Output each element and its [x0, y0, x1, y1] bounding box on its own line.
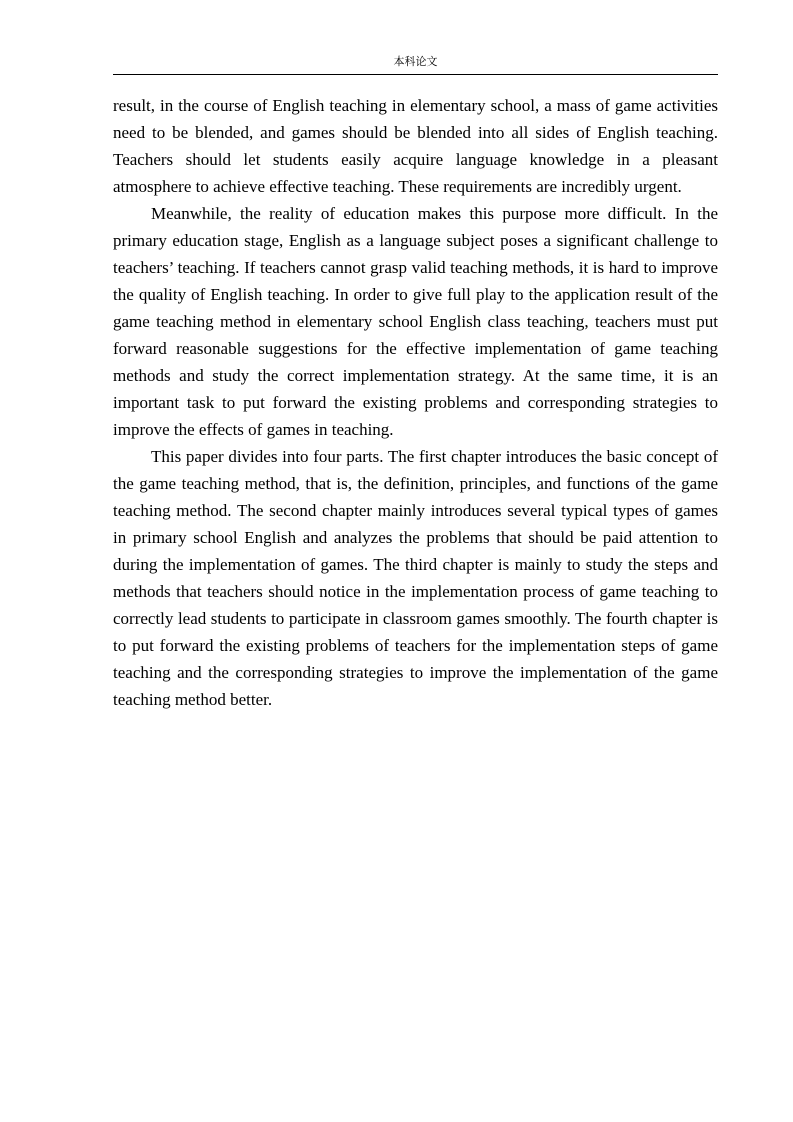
body-text [113, 92, 718, 713]
paragraph-reality-of-education: Meanwhile, the reality of education makes this purpose more difficult. In the primary education stage, English as a language subject poses a significant challenge to teachers’ teaching. If teachers cannot grasp valid teaching methods, it is hard to improve the quality of English teaching. In order to give full play to the application result of the game teaching method in elementary school English class teaching, teachers must put forward reasonable suggestions for the effective implementation of game teaching methods and study the correct implementation strategy. At the same time, it is an important task to put forward the existing problems and corresponding strategies to improve the effects of games in teaching. [113, 204, 718, 439]
running-header: 本科论文 [113, 55, 718, 75]
paragraph-paper-structure: This paper divides into four parts. The first chapter introduces the basic concept of the game teaching method, that is, the definition, principles, and functions of the game teaching method. The second chapter mainly introduces several typical types of games in primary school English and analyzes the problems that should be paid attention to during the implementation of games. The third chapter is mainly to study the steps and methods that teachers should notice in the implementation process of game teaching to correctly lead students to participate in classroom games smoothly. The fourth chapter is to put forward the existing problems of teachers for the implementation steps of game teaching and the corresponding strategies to improve the implementation of the game teaching method better. [113, 447, 718, 709]
paragraph-continuation: result, in the course of English teaching in elementary school, a mass of game activities need to be blended, and games should be blended into all sides of English teaching. Teachers should let students easily acquire language knowledge in a pleasant atmosphere to achieve effective teaching. These requirements are incredibly urgent. [113, 96, 718, 196]
